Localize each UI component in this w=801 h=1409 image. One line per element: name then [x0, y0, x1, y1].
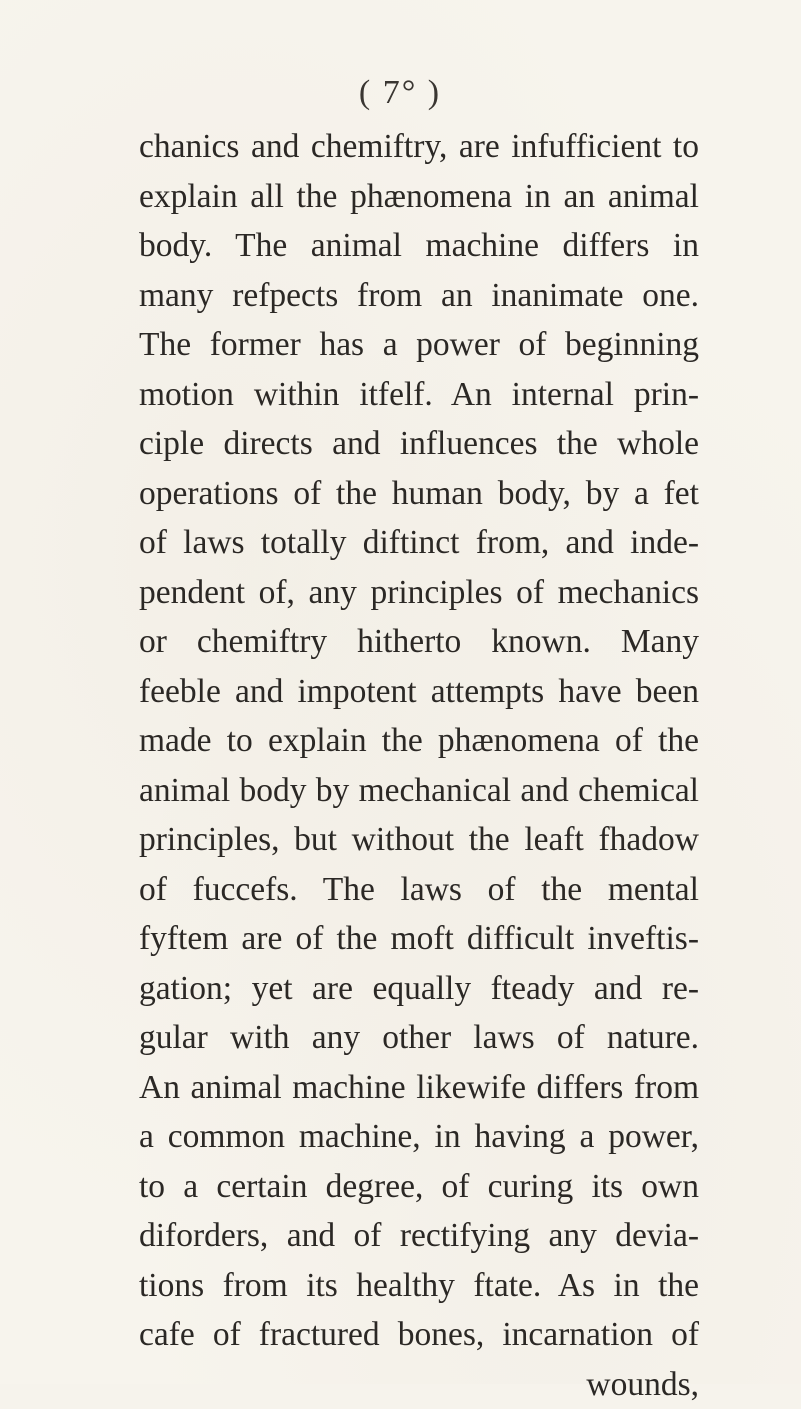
text-line: of laws totally diftinct from, and inde- [139, 518, 699, 568]
text-line: fyftem are of the moft difficult inveftis- [139, 914, 699, 964]
text-line: feeble and impotent attempts have been [139, 667, 699, 717]
text-line: diforders, and of rectifying any devia- [139, 1211, 699, 1261]
text-line: principles, but without the leaft fhadow [139, 815, 699, 865]
catchword: wounds, [139, 1360, 699, 1409]
text-line: body. The animal machine differs in [139, 221, 699, 271]
text-line: of fuccefs. The laws of the mental [139, 865, 699, 915]
text-line: An animal machine likewife differs from [139, 1063, 699, 1113]
text-line: chanics and chemiftry, are infufficient to [139, 122, 699, 172]
text-line: animal body by mechanical and chemical [139, 766, 699, 816]
body-text [139, 122, 699, 1409]
text-line: operations of the human body, by a fet [139, 469, 699, 519]
text-line: gation; yet are equally fteady and re- [139, 964, 699, 1014]
text-line: or chemiftry hitherto known. Many [139, 617, 699, 667]
text-line: motion within itfelf. An internal prin- [139, 370, 699, 420]
text-line: explain all the phænomena in an animal [139, 172, 699, 222]
text-line: made to explain the phænomena of the [139, 716, 699, 766]
text-line: to a certain degree, of curing its own [139, 1162, 699, 1212]
text-line: many refpects from an inanimate one. [139, 271, 699, 321]
text-line: The former has a power of beginning [139, 320, 699, 370]
text-line: tions from its healthy ftate. As in the [139, 1261, 699, 1311]
text-line: ciple directs and influences the whole [139, 419, 699, 469]
text-line: a common machine, in having a power, [139, 1112, 699, 1162]
text-line: pendent of, any principles of mechanics [139, 568, 699, 618]
text-line: cafe of fractured bones, incarnation of [139, 1310, 699, 1360]
text-line: gular with any other laws of nature. [139, 1013, 699, 1063]
page-number: ( 7° ) [340, 74, 460, 112]
